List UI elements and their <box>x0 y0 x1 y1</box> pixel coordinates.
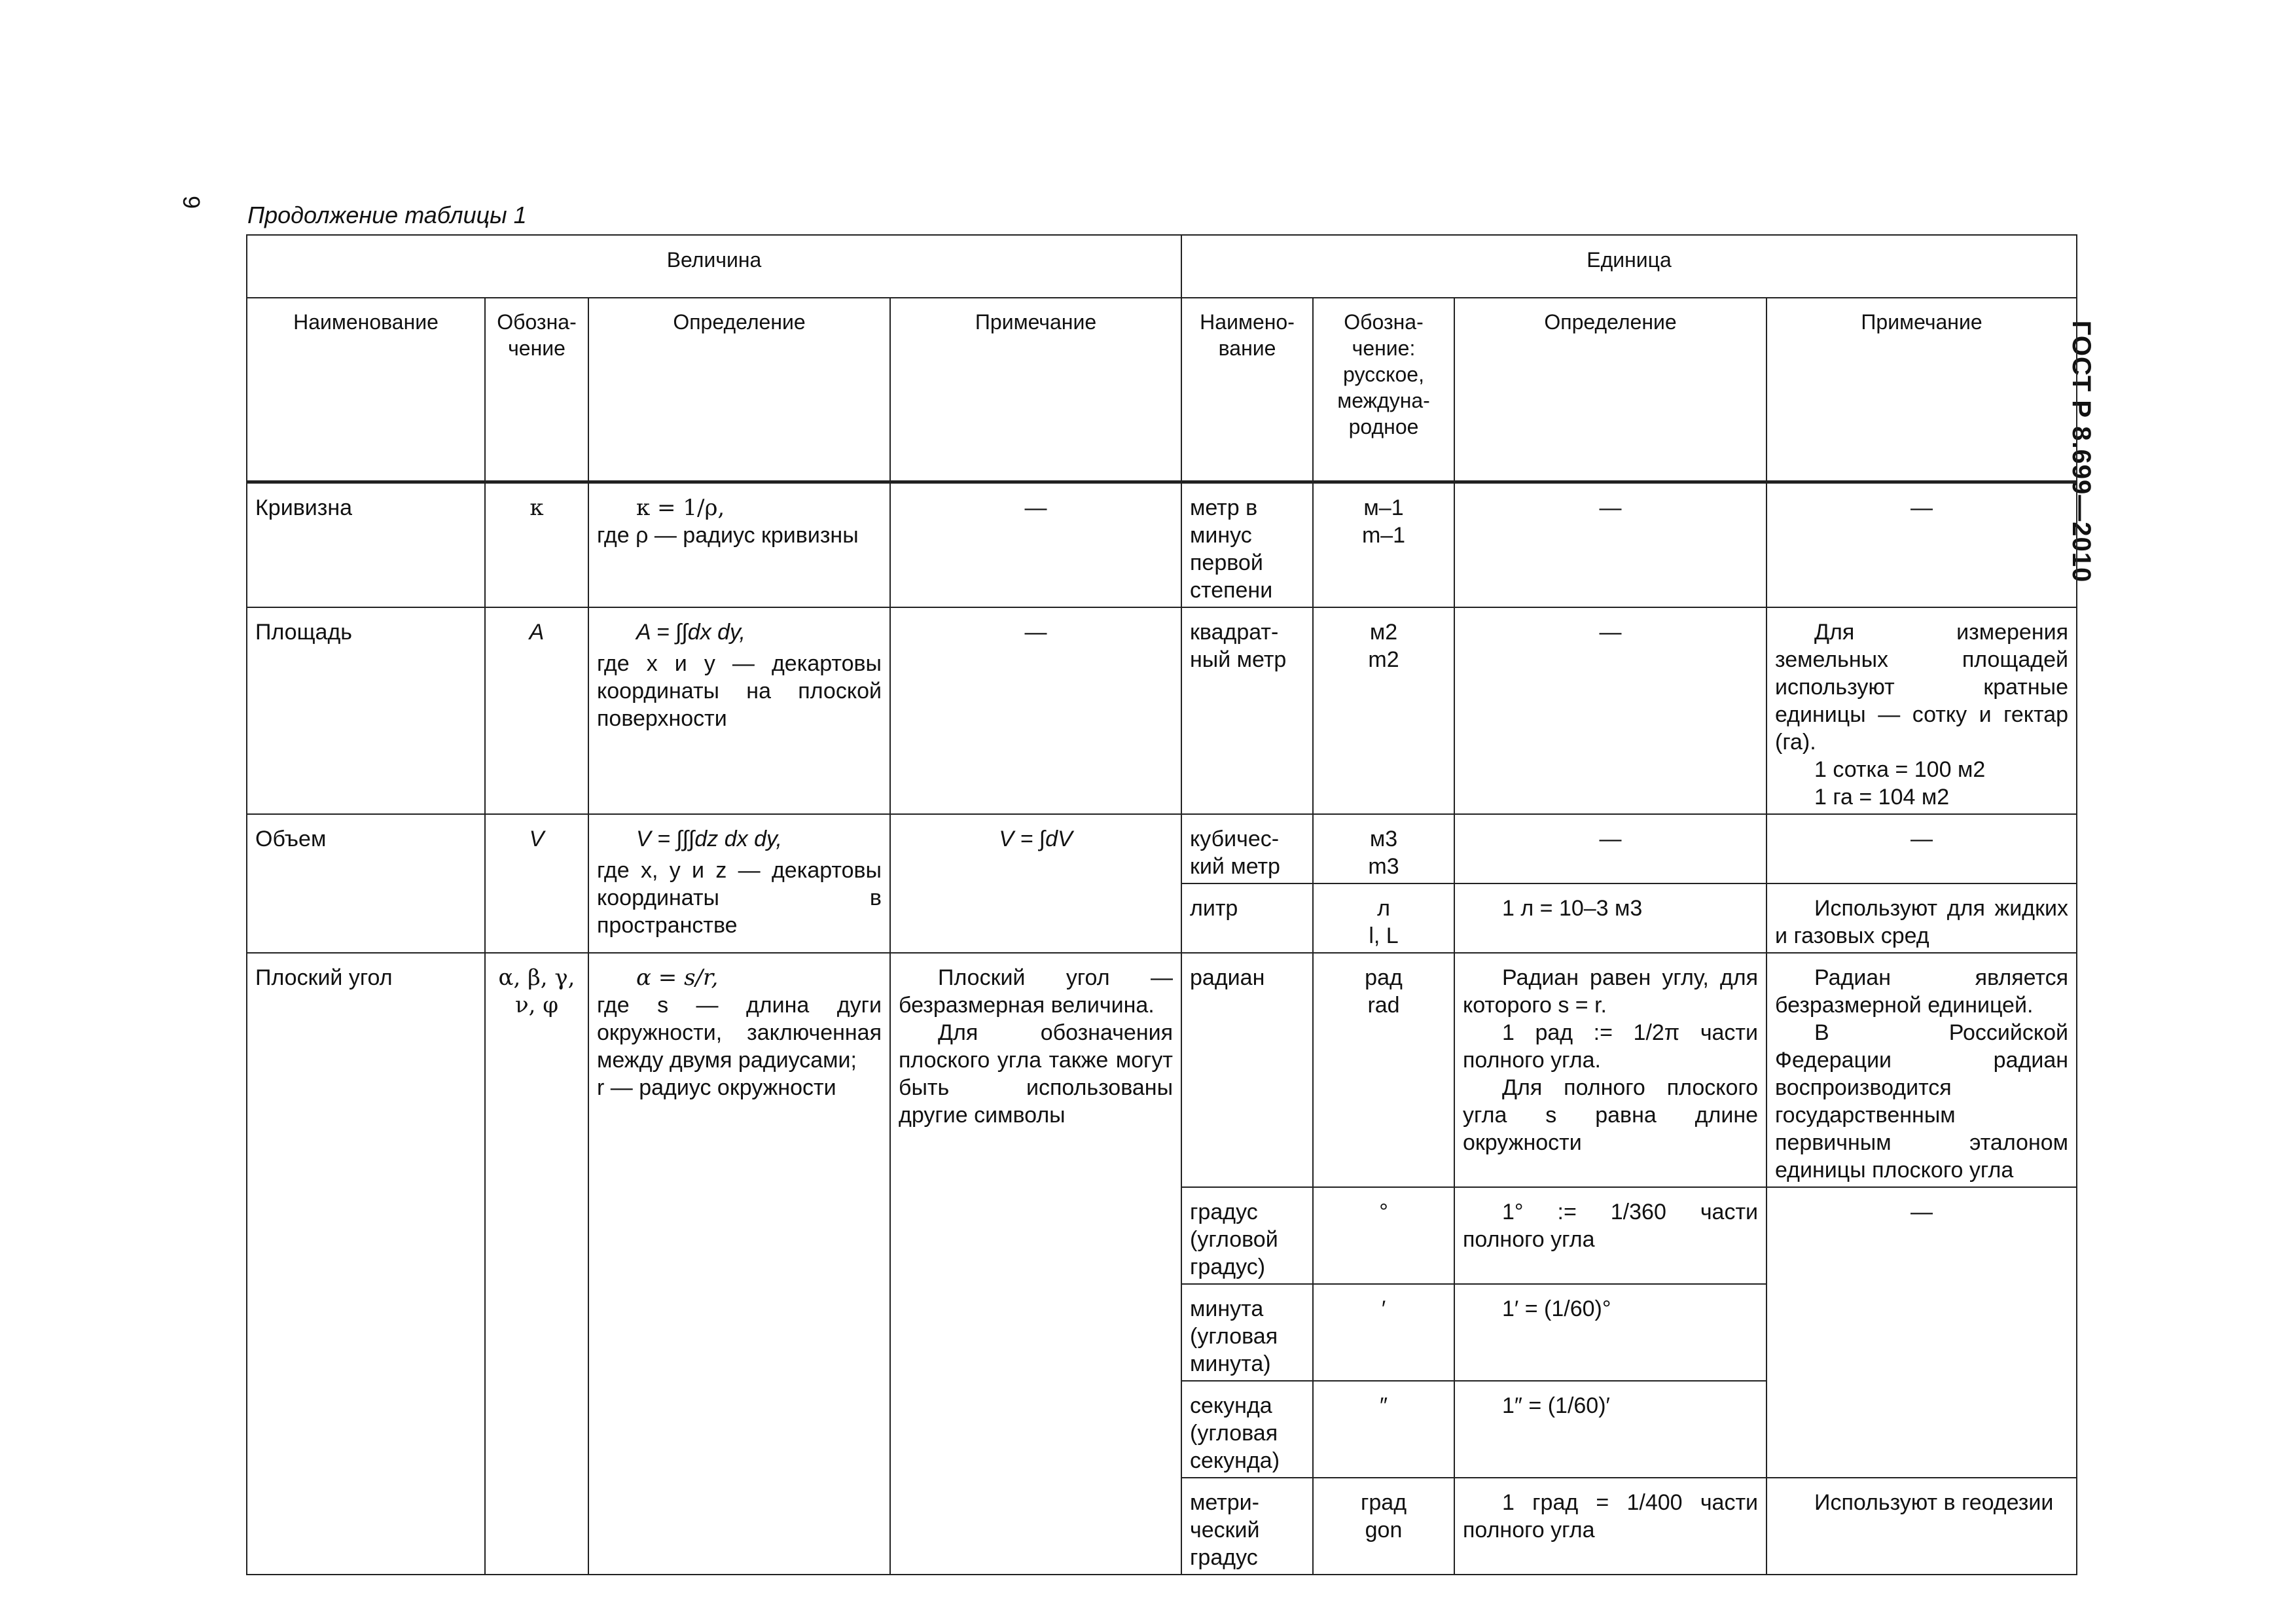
quantity-definition: A = ∫∫dx dy, где x и y — декартовы координаты на плоской поверхности <box>588 607 890 814</box>
table-row <box>247 607 2077 814</box>
table-row <box>247 814 2077 883</box>
quantity-definition: κ = 1/ρ, где ρ — радиус кривизны <box>588 482 890 608</box>
header-quantity-note: Примечание <box>890 298 1181 482</box>
unit-note: — <box>1767 1187 2077 1478</box>
unit-name: метр в минус первой степени <box>1181 482 1313 608</box>
unit-name: кубичес- кий метр <box>1181 814 1313 883</box>
table-row <box>247 482 2077 608</box>
header-quantity-symbol: Обозна- чение <box>485 298 588 482</box>
unit-name: литр <box>1181 883 1313 953</box>
unit-definition: — <box>1454 814 1767 883</box>
header-quantity: Величина <box>247 235 1181 298</box>
header-unit-note: Примечание <box>1767 298 2077 482</box>
unit-definition: 1′ = (1/60)° <box>1454 1284 1767 1381</box>
unit-definition: 1″ = (1/60)′ <box>1454 1381 1767 1478</box>
units-table <box>246 234 2077 1575</box>
unit-symbol: ° <box>1313 1187 1454 1284</box>
unit-definition: — <box>1454 607 1767 814</box>
table-row <box>247 953 2077 1187</box>
unit-definition: 1 град = 1/400 части полного угла <box>1454 1478 1767 1575</box>
quantity-note: V = ∫dV <box>890 814 1181 953</box>
unit-definition: — <box>1454 482 1767 608</box>
document-code: ГОСТ Р 8.699—2010 <box>2067 320 2096 583</box>
quantity-note: — <box>890 482 1181 608</box>
page-number: 9 <box>178 195 206 209</box>
quantity-note: Плоский угол — безразмерная величина. Для обозначения плоского угла также могут быть использованы другие символы <box>890 953 1181 1575</box>
unit-symbol: ′ <box>1313 1284 1454 1381</box>
unit-definition: 1° := 1/360 части полного угла <box>1454 1187 1767 1284</box>
unit-name: радиан <box>1181 953 1313 1187</box>
unit-note: Для измерения земельных площадей используют кратные единицы — сотку и гектар (га). 1 сотка = 100 м2 1 га = 104 м2 <box>1767 607 2077 814</box>
unit-name: квадрат- ный метр <box>1181 607 1313 814</box>
unit-symbol: м2 m2 <box>1313 607 1454 814</box>
quantity-symbol: A <box>485 607 588 814</box>
unit-name: градус (угловой градус) <box>1181 1187 1313 1284</box>
unit-symbol: рад rad <box>1313 953 1454 1187</box>
quantity-definition: V = ∫∫∫dz dx dy, где x, y и z — декартовы координаты в пространстве <box>588 814 890 953</box>
quantity-name: Плоский угол <box>247 953 485 1575</box>
quantity-symbol: α, β, γ, ν, φ <box>485 953 588 1575</box>
unit-definition: Радиан равен углу, для которого s = r. 1 рад := 1/2π части полного угла. Для полного плоского угла s равна длине окружности <box>1454 953 1767 1187</box>
unit-symbol: м–1 m–1 <box>1313 482 1454 608</box>
unit-symbol: град gon <box>1313 1478 1454 1575</box>
table-caption: Продолжение таблицы 1 <box>247 202 527 228</box>
unit-name: секунда (угловая секунда) <box>1181 1381 1313 1478</box>
unit-note: — <box>1767 814 2077 883</box>
quantity-name: Кривизна <box>247 482 485 608</box>
unit-note: Используют для жидких и газовых сред <box>1767 883 2077 953</box>
quantity-symbol: V <box>485 814 588 953</box>
header-unit-definition: Определение <box>1454 298 1767 482</box>
quantity-name: Площадь <box>247 607 485 814</box>
quantity-definition: α = s/r, где s — длина дуги окружности, заключенная между двумя радиусами; r — радиус окружности <box>588 953 890 1575</box>
header-unit: Единица <box>1181 235 2077 298</box>
unit-note: Радиан является безразмерной единицей. В Российской Федерации радиан воспроизводится государственным первичным эталоном единицы плоского угла <box>1767 953 2077 1187</box>
header-quantity-definition: Определение <box>588 298 890 482</box>
header-quantity-name: Наименование <box>247 298 485 482</box>
unit-name: метри- ческий градус <box>1181 1478 1313 1575</box>
unit-symbol: л l, L <box>1313 883 1454 953</box>
unit-symbol: ″ <box>1313 1381 1454 1478</box>
quantity-name: Объем <box>247 814 485 953</box>
unit-name: минута (угловая минута) <box>1181 1284 1313 1381</box>
unit-symbol: м3 m3 <box>1313 814 1454 883</box>
unit-note: — <box>1767 482 2077 608</box>
header-unit-symbol: Обозна- чение: русское, междуна- родное <box>1313 298 1454 482</box>
quantity-note: — <box>890 607 1181 814</box>
quantity-symbol: κ <box>485 482 588 608</box>
unit-note: Используют в геодезии <box>1767 1478 2077 1575</box>
header-unit-name: Наимено- вание <box>1181 298 1313 482</box>
unit-definition: 1 л = 10–3 м3 <box>1454 883 1767 953</box>
